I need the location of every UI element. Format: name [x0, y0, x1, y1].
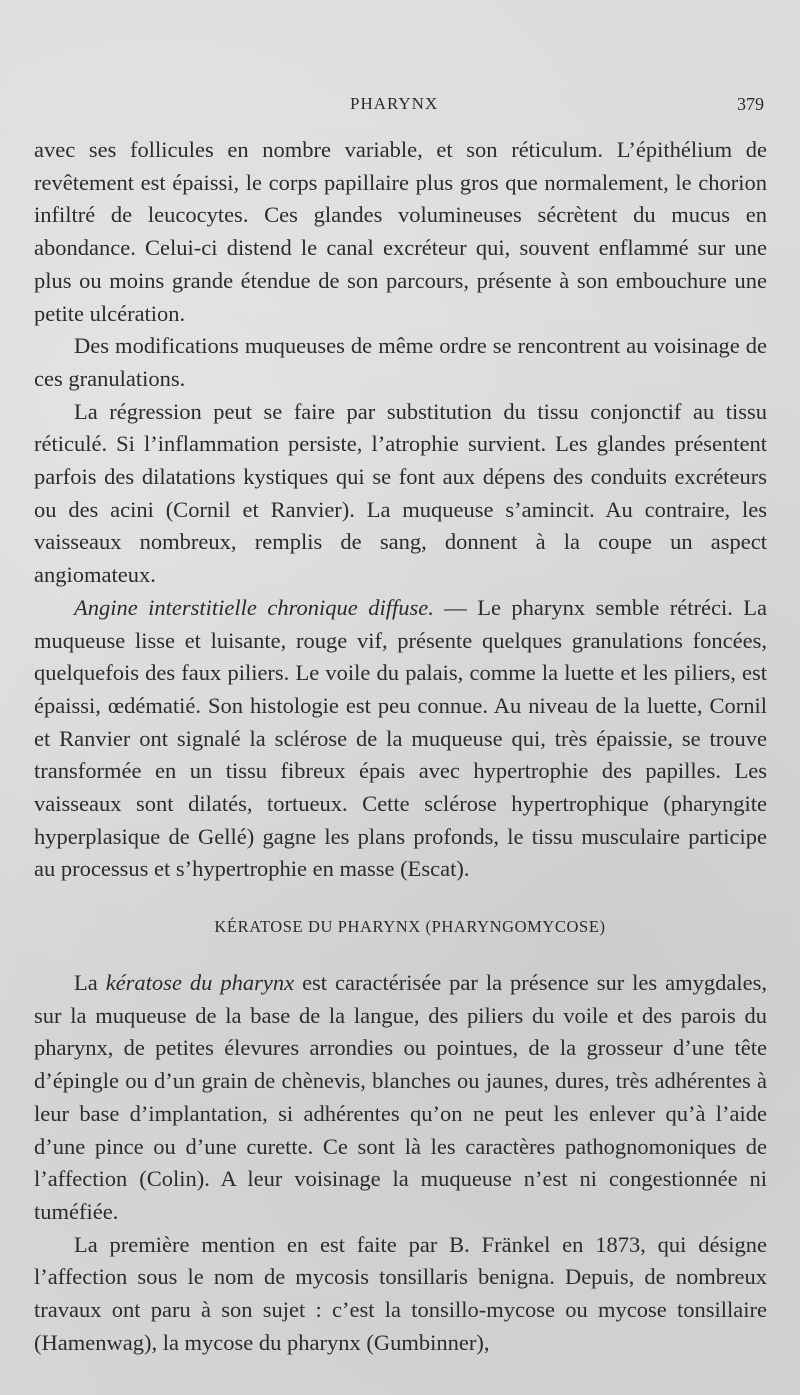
paragraph-3: La régression peut se faire par substitution du tissu conjonctif au tissu réticulé. Si l’inflammation persiste, l’atrophie survient. Les glandes présentent parfois des dilatations kystiques qui se font aux dépens des conduits excréteurs ou des acini (Cornil et Ranvier). La muqueuse s’amincit. Au contraire, les vaisseaux nombreux, remplis de sang, donnent à la coupe un aspect angiomateux. — [34, 398, 767, 588]
body-text-bottom — [34, 967, 767, 1359]
paragraph-5-text: est caractérisée par la présence sur les amygdales, sur la muqueuse de la base de la langue, des piliers du voile et des parois du pharynx, de petites élevures arrondies ou pointues, de la grosseur d’une tête d’épingle ou d’un grain de chènevis, blanches ou jaunes, dures, très adhérentes à leur base d’implantation, si adhérentes qu’on ne peut les enlever qu’à l’aide d’une pince ou d’une curette. Ce sont là les caractères pathognomoniques de l’affection (Colin). A leur voisinage la muqueuse n’est ni congestionnée ni tuméfiée. — [34, 970, 767, 1224]
running-title: PHARYNX — [350, 94, 439, 113]
paragraph-5 — [34, 967, 767, 1229]
paragraph-1: avec ses follicules en nombre variable, et son réticulum. L’épithélium de revêtement est épaissi, le corps papillaire plus gros que normalement, le chorion infiltré de leucocytes. Ces glandes volumineuses sécrètent du mucus en abondance. Celui-ci distend le canal excréteur qui, souvent enflammé sur une plus ou moins grande étendue de son parcours, présente à son embouchure une petite ulcération. — [34, 137, 767, 326]
paragraph-4 — [34, 592, 767, 886]
page-header — [0, 94, 800, 124]
paragraph-5-start: La — [74, 970, 106, 995]
paragraph-2: Des modifications muqueuses de même ordre se rencontrent au voisinage de ces granulations. — [34, 333, 767, 391]
paragraph-6: La première mention en est faite par B. Fränkel en 1873, qui désigne l’affection sous le nom de mycosis tonsillaris benigna. Depuis, de nombreux travaux ont paru à son sujet : c’est la tonsillo-mycose ou mycose tonsillaire (Hamenwag), la mycose du pharynx (Gumbinner), — [34, 1231, 767, 1355]
page-number: 379 — [737, 94, 764, 114]
paragraph-5-italic-term: kératose du pharynx — [105, 970, 295, 995]
paragraph-4-text: — Le pharynx semble rétréci. La muqueuse lisse et luisante, rouge vif, présente quelques granulations foncées, quelquefois des faux piliers. Le voile du palais, comme la luette et les piliers, est épaissi, œdématié. Son histologie est peu connue. Au niveau de la luette, Cornil et Ranvier ont signalé la sclérose de la muqueuse qui, très épaissie, se trouve transformée en un tissu fibreux épais avec hypertrophie des papilles. Les vaisseaux sont dilatés, tortueux. Cette sclérose hypertrophique (pharyngite hyperplasique de Gellé) gagne les plans profonds, le tissu musculaire participe au processus et s’hypertrophie en masse (Escat). — [34, 594, 767, 882]
section-heading — [0, 917, 800, 937]
body-text-top — [34, 134, 767, 886]
paragraph-4-italic-title: Angine interstitielle chronique diffuse. — [74, 594, 434, 620]
section-heading-text: KÉRATOSE DU PHARYNX (PHARYNGOMYCOSE) — [214, 917, 606, 936]
